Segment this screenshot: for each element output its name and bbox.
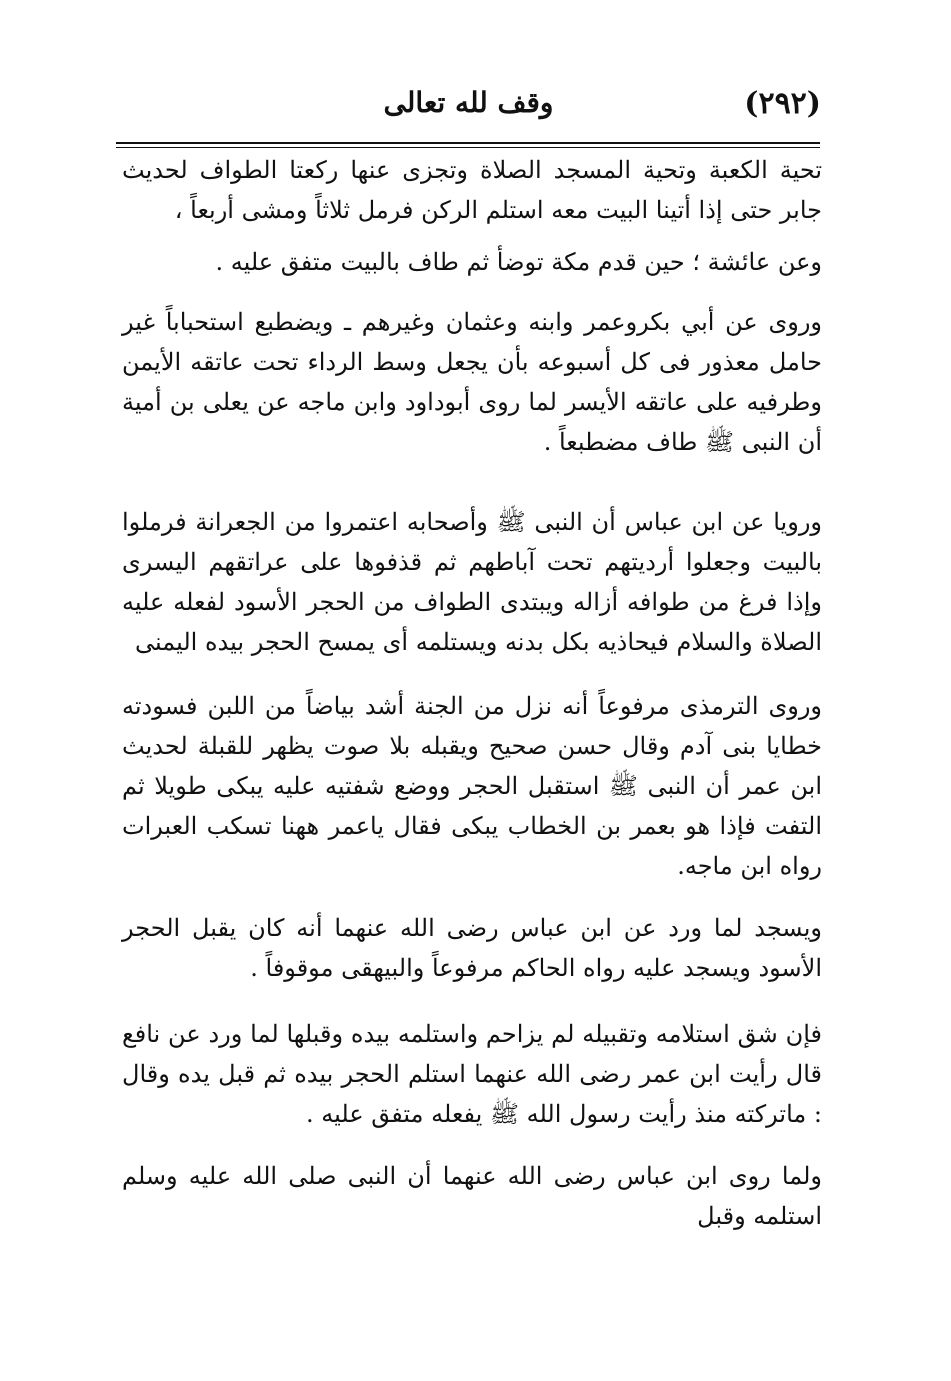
paragraph-4: ورويا عن ابن عباس أن النبى ﷺ وأصحابه اعتمروا من الجعرانة فرملوا بالبيت وجعلوا أرديتهم تحت آباطهم ثم قذفوها على عراتقهم اليسرى وإذا فرغ من طوافه أزاله ويبتدى الطواف من الحجر الأسود لفعله عليه الصلاة والسلام فيحاذيه بكل بدنه ويستلمه أى يمسح الحجر بيده اليمنى <box>122 508 823 656</box>
paragraph-5: وروى الترمذى مرفوعاً أنه نزل من الجنة أشد بياضاً من اللبن فسودته خطايا بنى آدم وقال حسن صحيح ويقبله بلا صوت يظهر للقبلة لحديث ابن عمر أن النبى ﷺ استقبل الحجر ووضع شفتيه عليه يبكى طويلا ثم التفت فإذا هو بعمر بن الخطاب يبكى فقال ياعمر ههنا تسكب العبرات رواه ابن ماجه. <box>122 692 822 880</box>
page-number: (٢٩٢) <box>744 86 821 121</box>
page-title: وقف لله تعالى <box>383 86 554 119</box>
body-text <box>122 150 822 1236</box>
paragraph-1: تحية الكعبة وتحية المسجد الصلاة وتجزى عنها ركعتا الطواف لحديث جابر حتى إذا أتينا البيت معه استلم الركن فرمل ثلاثاً ومشى أربعاً ، <box>122 156 822 224</box>
paragraph-6: ويسجد لما ورد عن ابن عباس رضى الله عنهما أنه كان يقبل الحجر الأسود ويسجد عليه رواه الحاكم مرفوعاً والبيهقى موقوفاً . <box>122 914 822 982</box>
running-header <box>116 86 821 134</box>
paragraph-2: وعن عائشة ؛ حين قدم مكة توضأ ثم طاف بالبيت متفق عليه . <box>215 248 822 276</box>
paragraph-7: فإن شق استلامه وتقبيله لم يزاحم واستلمه بيده وقبلها لما ورد عن نافع قال رأيت ابن عمر رضى الله عنهما استلم الحجر بيده ثم قبل يده وقال : ماتركته منذ رأيت رسول الله ﷺ يفعله متفق عليه . <box>122 1020 822 1128</box>
paragraph-3: وروى عن أبي بكروعمر وابنه وعثمان وغيرهم ـ ويضطبع استحباباً غير حامل معذور فى كل أسبوعه بأن يجعل وسط الرداء تحت عاتقه الأيمن وطرفيه على عاتقه الأيسر لما روى أبوداود وابن ماجه عن يعلى بن أمية أن النبى ﷺ طاف مضطبعاً . <box>122 308 822 456</box>
header-divider <box>116 142 820 144</box>
paragraph-8: ولما روى ابن عباس رضى الله عنهما أن النبى صلى الله عليه وسلم استلمه وقبل <box>122 1162 822 1230</box>
